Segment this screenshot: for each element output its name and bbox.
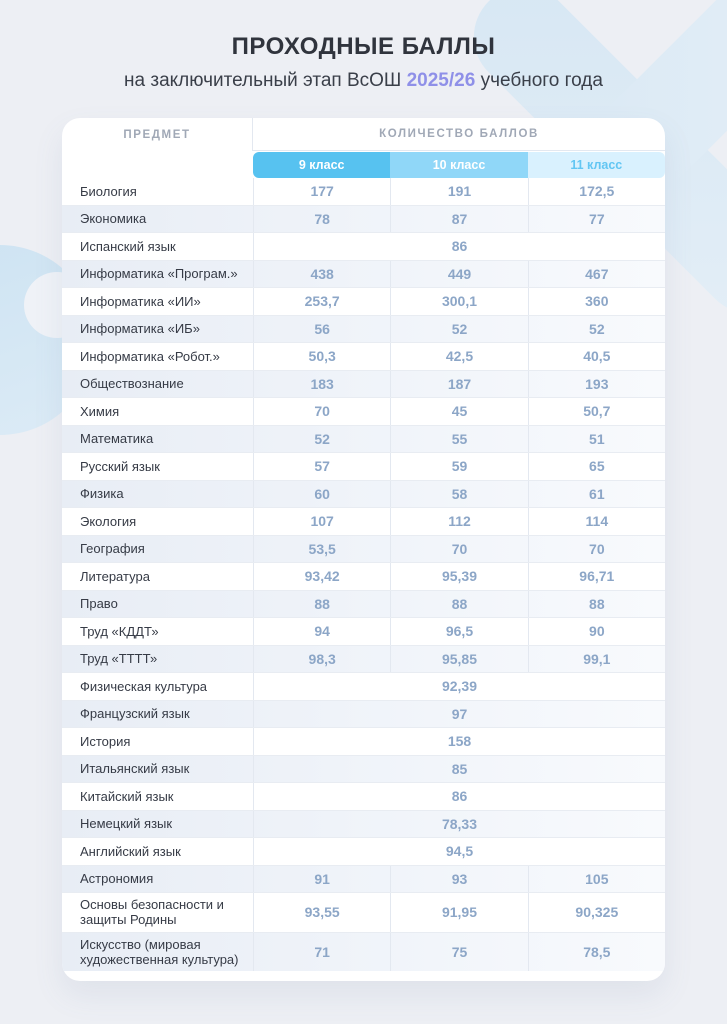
subtitle-prefix: на заключительный этап ВсОШ (124, 70, 407, 91)
subject-column-header: ПРЕДМЕТ (62, 118, 253, 151)
table-row (62, 261, 665, 289)
score-cell: 42,5 (390, 343, 527, 370)
score-cell: 61 (528, 481, 665, 508)
score-cell: 93,55 (253, 893, 390, 932)
table-row (62, 728, 665, 756)
score-cell: 52 (528, 316, 665, 343)
subject-cell: Информатика «Програм.» (80, 266, 238, 282)
subject-cell: Экология (80, 513, 137, 529)
table-row (62, 508, 665, 536)
score-cell: 93,42 (253, 563, 390, 590)
subject-cell: Астрономия (80, 871, 154, 887)
score-cell: 92,39 (253, 673, 665, 700)
score-cell: 88 (253, 591, 390, 618)
subject-cell: Физическая культура (80, 678, 208, 694)
table-row (62, 866, 665, 894)
table-row (62, 288, 665, 316)
table-row (62, 701, 665, 729)
table-row (62, 426, 665, 454)
score-cell: 107 (253, 508, 390, 535)
score-cell: 183 (253, 371, 390, 398)
score-cell: 449 (390, 261, 527, 288)
score-cell: 45 (390, 398, 527, 425)
score-cell: 50,3 (253, 343, 390, 370)
subject-cell: Химия (80, 403, 120, 419)
score-cell: 65 (528, 453, 665, 480)
table-row (62, 343, 665, 371)
subject-cell: Основы безопасности и защиты Родины (80, 897, 224, 928)
table-row (62, 206, 665, 234)
subject-cell: Итальянский язык (80, 761, 190, 777)
grade-10-column-header: 10 класс (390, 152, 527, 178)
score-cell: 53,5 (253, 536, 390, 563)
subtitle-suffix: учебного года (475, 70, 603, 91)
table-row (62, 893, 665, 933)
table-row (62, 591, 665, 619)
score-cell: 70 (390, 536, 527, 563)
score-cell: 95,85 (390, 646, 527, 673)
score-cell: 78 (253, 206, 390, 233)
table-row (62, 563, 665, 591)
score-cell: 85 (253, 756, 665, 783)
table-row (62, 933, 665, 972)
score-cell: 97 (253, 701, 665, 728)
score-cell: 70 (528, 536, 665, 563)
score-cell: 114 (528, 508, 665, 535)
score-cell: 95,39 (390, 563, 527, 590)
score-cell: 105 (528, 866, 665, 893)
subject-cell: Английский язык (80, 843, 181, 859)
score-cell: 58 (390, 481, 527, 508)
score-cell: 40,5 (528, 343, 665, 370)
subject-cell: Экономика (80, 211, 147, 227)
score-cell: 51 (528, 426, 665, 453)
page-title: ПРОХОДНЫЕ БАЛЛЫ (231, 33, 496, 60)
table-row (62, 783, 665, 811)
score-cell: 98,3 (253, 646, 390, 673)
score-cell: 300,1 (390, 288, 527, 315)
score-cell: 96,71 (528, 563, 665, 590)
score-cell: 93 (390, 866, 527, 893)
score-cell: 158 (253, 728, 665, 755)
table-row (62, 536, 665, 564)
table-row (62, 618, 665, 646)
subject-cell: Информатика «Робот.» (80, 348, 220, 364)
score-cell: 86 (253, 233, 665, 260)
table-row (62, 398, 665, 426)
score-cell: 253,7 (253, 288, 390, 315)
header (0, 33, 727, 92)
subject-cell: Труд «ТТТТ» (80, 651, 158, 667)
subject-cell: Искусство (мировая художественная культура) (80, 936, 239, 967)
grade-9-column-header: 9 класс (253, 152, 390, 178)
score-cell: 90 (528, 618, 665, 645)
subject-cell: Испанский язык (80, 238, 176, 254)
score-cell: 70 (253, 398, 390, 425)
score-cell: 187 (390, 371, 527, 398)
subject-cell: Французский язык (80, 706, 190, 722)
grade-columns-header (62, 152, 665, 178)
score-cell: 177 (253, 178, 390, 205)
subject-cell: Биология (80, 183, 137, 199)
table-row (62, 371, 665, 399)
score-cell: 99,1 (528, 646, 665, 673)
scores-group-header: КОЛИЧЕСТВО БАЛЛОВ (253, 118, 665, 151)
score-cell: 52 (390, 316, 527, 343)
table-row (62, 481, 665, 509)
score-cell: 467 (528, 261, 665, 288)
table-row (62, 316, 665, 344)
page-subtitle (0, 70, 727, 92)
subject-cell: Физика (80, 486, 124, 502)
score-cell: 172,5 (528, 178, 665, 205)
table-body (62, 178, 665, 971)
score-cell: 94,5 (253, 838, 665, 865)
table-row (62, 233, 665, 261)
scores-card (62, 118, 665, 981)
score-cell: 77 (528, 206, 665, 233)
table-row (62, 453, 665, 481)
subject-cell: Математика (80, 431, 154, 447)
table-row (62, 811, 665, 839)
score-cell: 91,95 (390, 893, 527, 932)
grade-11-column-header: 11 класс (528, 152, 665, 178)
subject-cell: Обществознание (80, 376, 184, 392)
score-cell: 438 (253, 261, 390, 288)
score-cell: 88 (528, 591, 665, 618)
subject-cell: Право (80, 596, 118, 612)
subject-cell: Труд «КДДТ» (80, 623, 159, 639)
score-cell: 90,325 (528, 893, 665, 932)
score-cell: 78,33 (253, 811, 665, 838)
subject-cell: Информатика «ИБ» (80, 321, 200, 337)
table-row (62, 838, 665, 866)
score-cell: 75 (390, 933, 527, 972)
subject-cell: Русский язык (80, 458, 160, 474)
subject-cell: Немецкий язык (80, 816, 173, 832)
score-cell: 56 (253, 316, 390, 343)
table-row (62, 673, 665, 701)
subject-cell: История (80, 733, 131, 749)
score-cell: 59 (390, 453, 527, 480)
score-cell: 193 (528, 371, 665, 398)
subject-cell: Литература (80, 568, 150, 584)
table-header (62, 118, 665, 151)
score-cell: 96,5 (390, 618, 527, 645)
score-cell: 60 (253, 481, 390, 508)
academic-year: 2025/26 (406, 70, 476, 91)
table-row (62, 756, 665, 784)
table-row (62, 178, 665, 206)
score-cell: 57 (253, 453, 390, 480)
subject-cell: География (80, 541, 145, 557)
score-cell: 86 (253, 783, 665, 810)
score-cell: 52 (253, 426, 390, 453)
score-cell: 91 (253, 866, 390, 893)
score-cell: 71 (253, 933, 390, 972)
score-cell: 94 (253, 618, 390, 645)
score-cell: 191 (390, 178, 527, 205)
score-cell: 50,7 (528, 398, 665, 425)
score-cell: 112 (390, 508, 527, 535)
score-cell: 88 (390, 591, 527, 618)
score-cell: 360 (528, 288, 665, 315)
score-cell: 55 (390, 426, 527, 453)
subject-cell: Информатика «ИИ» (80, 293, 201, 309)
table-row (62, 646, 665, 674)
score-cell: 87 (390, 206, 527, 233)
score-cell: 78,5 (528, 933, 665, 972)
subject-cell: Китайский язык (80, 788, 174, 804)
